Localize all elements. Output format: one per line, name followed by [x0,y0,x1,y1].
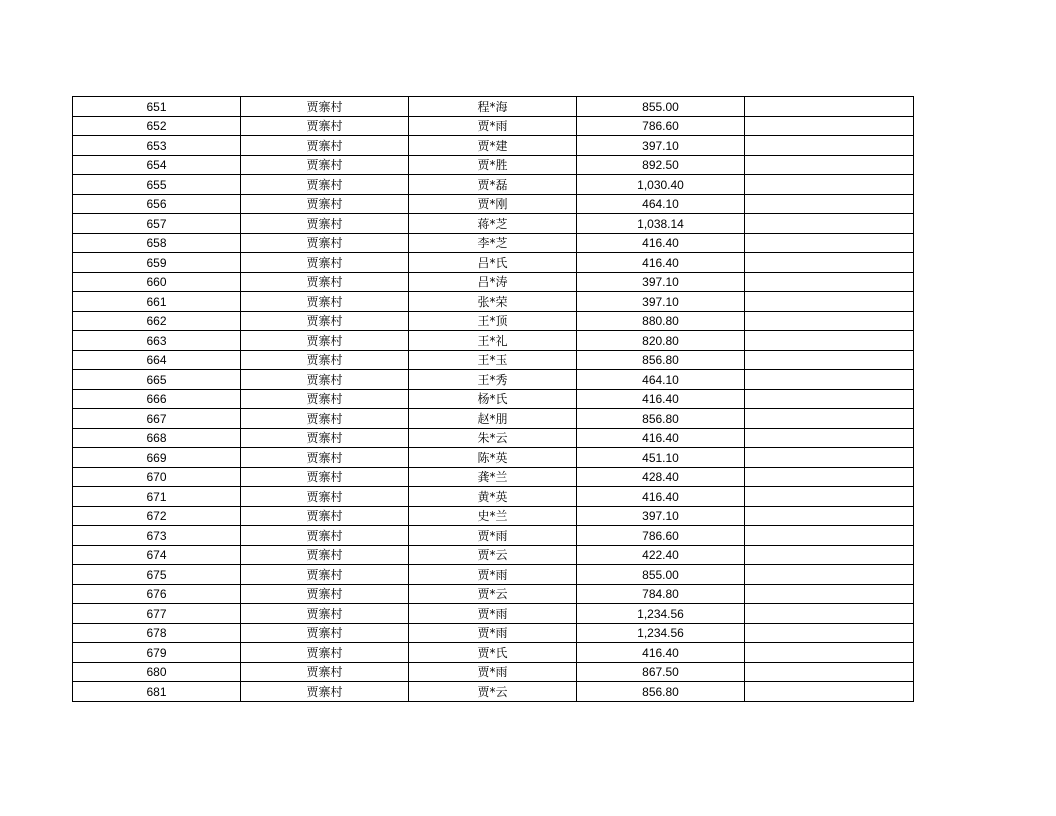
cell-village: 贾寨村 [241,545,409,565]
cell-village: 贾寨村 [241,682,409,702]
cell-village: 贾寨村 [241,643,409,663]
cell-number: 654 [73,155,241,175]
cell-note [745,370,914,390]
cell-name: 杨*氏 [409,389,577,409]
cell-village: 贾寨村 [241,662,409,682]
table-row [73,97,914,117]
table-row [73,506,914,526]
cell-note [745,526,914,546]
cell-number: 655 [73,175,241,195]
table-row [73,409,914,429]
cell-note [745,389,914,409]
cell-amount: 892.50 [577,155,745,175]
cell-number: 664 [73,350,241,370]
cell-number: 669 [73,448,241,468]
table-row [73,643,914,663]
cell-name: 贾*雨 [409,604,577,624]
cell-note [745,155,914,175]
table-row [73,194,914,214]
cell-number: 653 [73,136,241,156]
table-row [73,428,914,448]
data-table [72,96,914,702]
cell-note [745,136,914,156]
cell-note [745,545,914,565]
table-row [73,545,914,565]
cell-name: 王*秀 [409,370,577,390]
cell-village: 贾寨村 [241,428,409,448]
cell-name: 贾*磊 [409,175,577,195]
cell-note [745,643,914,663]
cell-amount: 856.80 [577,682,745,702]
cell-amount: 422.40 [577,545,745,565]
cell-note [745,448,914,468]
cell-village: 贾寨村 [241,370,409,390]
table-row [73,467,914,487]
cell-village: 贾寨村 [241,136,409,156]
table-row [73,584,914,604]
cell-name: 蒋*芝 [409,214,577,234]
cell-number: 661 [73,292,241,312]
cell-village: 贾寨村 [241,214,409,234]
cell-number: 663 [73,331,241,351]
table-row [73,116,914,136]
cell-name: 贾*云 [409,584,577,604]
cell-village: 贾寨村 [241,272,409,292]
cell-number: 672 [73,506,241,526]
cell-number: 678 [73,623,241,643]
cell-number: 677 [73,604,241,624]
cell-name: 贾*雨 [409,623,577,643]
cell-name: 吕*涛 [409,272,577,292]
cell-number: 676 [73,584,241,604]
cell-amount: 1,030.40 [577,175,745,195]
table-row [73,311,914,331]
cell-name: 贾*雨 [409,662,577,682]
table-body [73,97,914,702]
cell-note [745,623,914,643]
cell-note [745,214,914,234]
cell-number: 659 [73,253,241,273]
cell-village: 贾寨村 [241,623,409,643]
table-row [73,331,914,351]
table-row [73,604,914,624]
cell-note [745,194,914,214]
table-row [73,565,914,585]
cell-village: 贾寨村 [241,467,409,487]
cell-note [745,272,914,292]
cell-name: 王*玉 [409,350,577,370]
cell-amount: 416.40 [577,643,745,663]
cell-village: 贾寨村 [241,97,409,117]
table-row [73,155,914,175]
cell-number: 673 [73,526,241,546]
cell-number: 657 [73,214,241,234]
table-row [73,448,914,468]
cell-name: 贾*云 [409,545,577,565]
cell-amount: 855.00 [577,97,745,117]
cell-name: 朱*云 [409,428,577,448]
cell-number: 667 [73,409,241,429]
cell-name: 贾*云 [409,682,577,702]
cell-name: 赵*朋 [409,409,577,429]
cell-village: 贾寨村 [241,526,409,546]
cell-note [745,97,914,117]
cell-note [745,584,914,604]
table-row [73,214,914,234]
cell-note [745,409,914,429]
cell-number: 660 [73,272,241,292]
cell-name: 李*芝 [409,233,577,253]
cell-amount: 856.80 [577,409,745,429]
cell-village: 贾寨村 [241,409,409,429]
cell-note [745,467,914,487]
cell-name: 程*海 [409,97,577,117]
cell-name: 贾*雨 [409,565,577,585]
cell-note [745,682,914,702]
cell-note [745,292,914,312]
cell-amount: 397.10 [577,136,745,156]
cell-name: 黄*英 [409,487,577,507]
table-row [73,370,914,390]
cell-amount: 464.10 [577,370,745,390]
table-row [73,526,914,546]
table-row [73,175,914,195]
cell-amount: 416.40 [577,428,745,448]
cell-number: 680 [73,662,241,682]
cell-village: 贾寨村 [241,389,409,409]
cell-amount: 1,038.14 [577,214,745,234]
cell-number: 665 [73,370,241,390]
table-row [73,623,914,643]
table-row [73,487,914,507]
cell-village: 贾寨村 [241,175,409,195]
cell-name: 陈*英 [409,448,577,468]
cell-note [745,253,914,273]
cell-amount: 416.40 [577,487,745,507]
cell-name: 吕*氏 [409,253,577,273]
cell-number: 674 [73,545,241,565]
cell-name: 贾*雨 [409,116,577,136]
cell-village: 贾寨村 [241,448,409,468]
cell-number: 681 [73,682,241,702]
cell-village: 贾寨村 [241,311,409,331]
cell-village: 贾寨村 [241,331,409,351]
cell-number: 679 [73,643,241,663]
cell-number: 670 [73,467,241,487]
cell-amount: 464.10 [577,194,745,214]
cell-village: 贾寨村 [241,565,409,585]
cell-amount: 786.60 [577,116,745,136]
cell-amount: 416.40 [577,253,745,273]
cell-name: 龚*兰 [409,467,577,487]
cell-note [745,331,914,351]
cell-note [745,311,914,331]
cell-village: 贾寨村 [241,253,409,273]
cell-amount: 397.10 [577,272,745,292]
table-row [73,662,914,682]
cell-note [745,233,914,253]
cell-number: 668 [73,428,241,448]
cell-village: 贾寨村 [241,487,409,507]
cell-amount: 1,234.56 [577,604,745,624]
cell-note [745,565,914,585]
table-row [73,389,914,409]
cell-number: 671 [73,487,241,507]
cell-number: 658 [73,233,241,253]
cell-amount: 880.80 [577,311,745,331]
cell-amount: 1,234.56 [577,623,745,643]
cell-amount: 397.10 [577,292,745,312]
table-row [73,272,914,292]
cell-amount: 451.10 [577,448,745,468]
cell-village: 贾寨村 [241,155,409,175]
table-row [73,292,914,312]
table-row [73,253,914,273]
cell-name: 贾*建 [409,136,577,156]
cell-name: 贾*刚 [409,194,577,214]
cell-amount: 397.10 [577,506,745,526]
cell-note [745,428,914,448]
cell-number: 652 [73,116,241,136]
cell-amount: 786.60 [577,526,745,546]
cell-note [745,350,914,370]
table-row [73,136,914,156]
cell-village: 贾寨村 [241,584,409,604]
cell-amount: 416.40 [577,389,745,409]
table-row [73,233,914,253]
cell-village: 贾寨村 [241,604,409,624]
cell-village: 贾寨村 [241,233,409,253]
cell-note [745,175,914,195]
table-row [73,682,914,702]
cell-village: 贾寨村 [241,350,409,370]
cell-amount: 867.50 [577,662,745,682]
cell-village: 贾寨村 [241,506,409,526]
cell-name: 王*顶 [409,311,577,331]
cell-number: 675 [73,565,241,585]
table-row [73,350,914,370]
cell-amount: 855.00 [577,565,745,585]
cell-note [745,506,914,526]
cell-name: 贾*氏 [409,643,577,663]
cell-name: 王*礼 [409,331,577,351]
cell-amount: 856.80 [577,350,745,370]
cell-amount: 784.80 [577,584,745,604]
cell-village: 贾寨村 [241,194,409,214]
cell-note [745,116,914,136]
cell-name: 史*兰 [409,506,577,526]
cell-name: 贾*雨 [409,526,577,546]
cell-note [745,604,914,624]
cell-name: 贾*胜 [409,155,577,175]
cell-village: 贾寨村 [241,292,409,312]
cell-village: 贾寨村 [241,116,409,136]
cell-note [745,487,914,507]
cell-name: 张*荣 [409,292,577,312]
cell-number: 651 [73,97,241,117]
cell-amount: 820.80 [577,331,745,351]
cell-amount: 428.40 [577,467,745,487]
cell-number: 666 [73,389,241,409]
cell-number: 656 [73,194,241,214]
cell-amount: 416.40 [577,233,745,253]
cell-note [745,662,914,682]
cell-number: 662 [73,311,241,331]
